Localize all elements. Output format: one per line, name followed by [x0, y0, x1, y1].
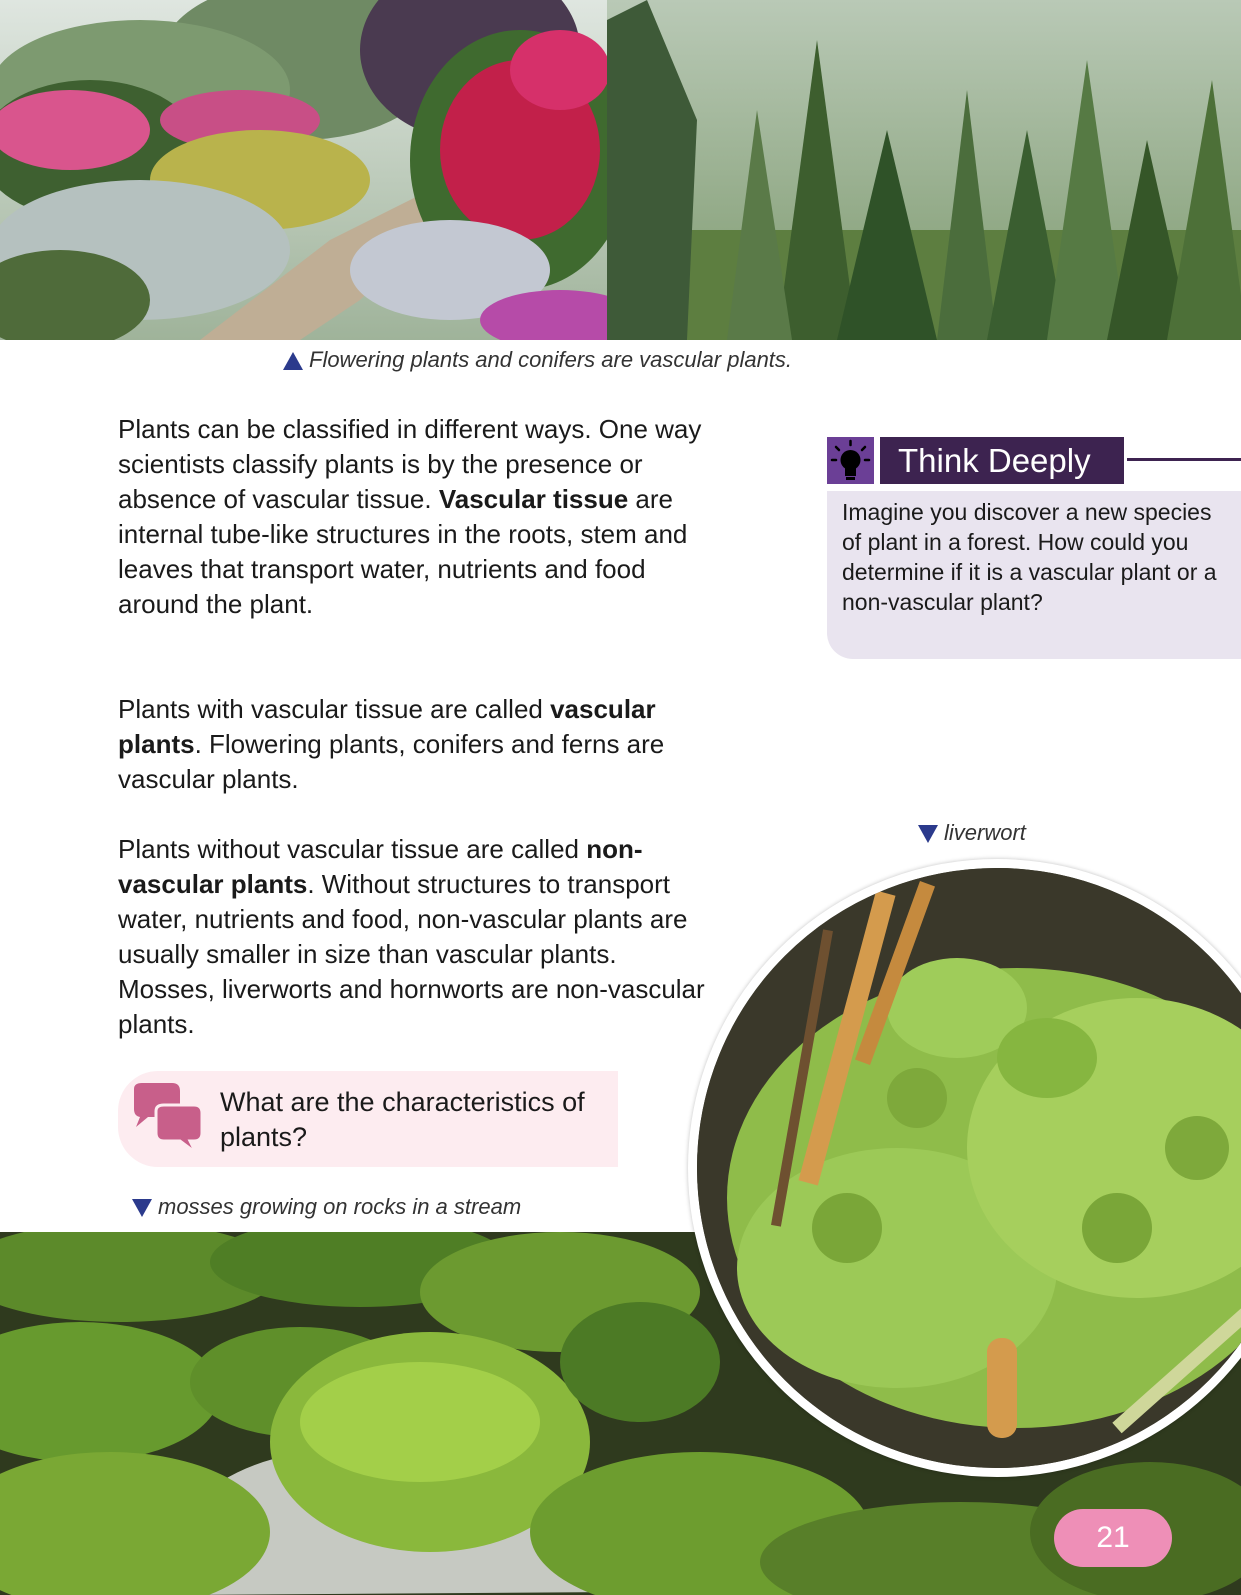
text-span: are internal tube-like structures in the roots, stem and leaves that transport water, nutrients and food around the plant. [118, 484, 688, 619]
caption-text: mosses growing on rocks in a stream [158, 1194, 522, 1219]
term-non-vascular-plants: non-vascular plants [118, 834, 643, 899]
text-span: Plants with vascular tissue are called [118, 694, 551, 724]
conifer-forest-photo [607, 0, 1241, 340]
title-rule [1127, 458, 1241, 461]
text-span: Plants without vascular tissue are called [118, 834, 587, 864]
triangle-down-icon [918, 825, 938, 843]
think-deeply-box [827, 437, 1241, 659]
caption-vascular-plants [283, 347, 792, 373]
garden-flowers-photo [0, 0, 607, 340]
text-span: . Without structures to transport water, nutrients and food, non-vascular plants are usually smaller in size than vascular plants. Mosses, liverworts and hornworts are non-vascular plants. [118, 869, 705, 1039]
term-vascular-tissue: Vascular tissue [438, 484, 629, 514]
text-span: . Flowering plants, conifers and ferns are vascular plants. [118, 729, 665, 794]
paragraph-classification [118, 412, 708, 622]
think-deeply-text: Imagine you discover a new species of plant in a forest. How could you determine if it is a vascular plant or a non-vascular plant? [842, 499, 1217, 615]
caption-liverwort [918, 820, 1026, 846]
lightbulb-icon [827, 437, 874, 484]
page-number: 21 [1054, 1509, 1172, 1567]
discussion-box [118, 1071, 618, 1167]
triangle-up-icon [283, 352, 303, 370]
term-vascular-plants: vascular plants [118, 694, 656, 759]
speech-bubbles-icon [126, 1081, 206, 1157]
caption-text: liverwort [944, 820, 1026, 845]
triangle-down-icon [132, 1199, 152, 1217]
text-span: Plants can be classified in different ways. One way scientists classify plants is by the presence or absence of vascular tissue. [118, 414, 702, 514]
discussion-question: What are the characteristics of plants? [220, 1087, 585, 1152]
caption-text: Flowering plants and conifers are vascular plants. [309, 347, 793, 372]
caption-moss [132, 1194, 521, 1220]
paragraph-non-vascular-plants [118, 832, 708, 1042]
think-deeply-title: Think Deeply [880, 437, 1124, 484]
paragraph-vascular-plants [118, 692, 708, 797]
